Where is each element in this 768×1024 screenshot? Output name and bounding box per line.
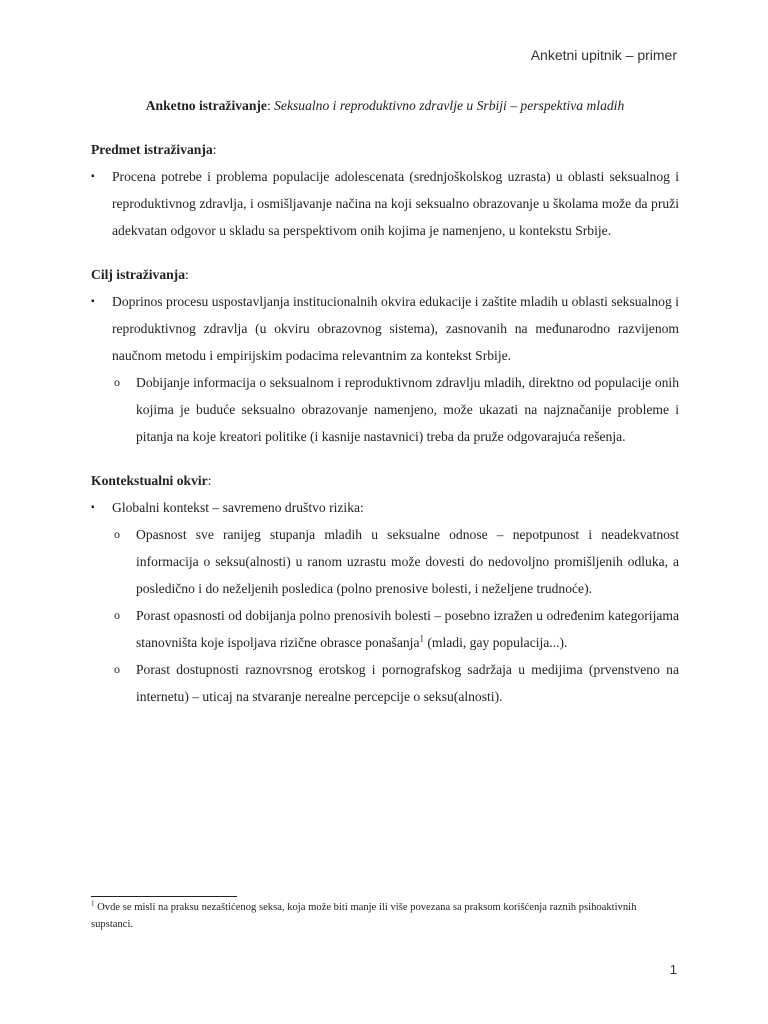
- sub-bullet-item: [91, 521, 679, 602]
- document-title: [91, 92, 679, 119]
- footnote-divider: [91, 896, 237, 897]
- footnote-reference[interactable]: 1: [419, 633, 424, 644]
- bullet-text: Doprinos procesu uspostavljanja institucionalnih okvira edukacije i zaštite mladih u oblasti seksualnog i reproduktivnog zdravlja (u okviru obrazovnog sistema), zasnovanih na međunarodno razvijenom naučnom metodu i empirijskim podacima relevantnim za kontekst Srbije.: [112, 294, 679, 363]
- square-bullet-icon: ▪: [91, 296, 95, 307]
- page-header: Anketni upitnik – primer: [530, 47, 677, 63]
- section-heading: [91, 261, 679, 288]
- sub-bullet-text: Dobijanje informacija o seksualnom i reproduktivnom zdravlju mladih, direktno od populacije onih kojima je buduće seksualno obrazovanje namenjeno, može ukazati na najznačanije probleme i pitanja na koje kreatori politike (i kasnije nastavnici) treba da pruže odgovarajuća rešenja.: [136, 375, 679, 444]
- bullet-text: Procena potrebe i problema populacije adolescenata (srednjoškolskog uzrasta) u oblasti seksualnog i reproduktivnog zdravlja, i osmišljavanje načina na koji seksualno obrazovanje u školama može da pruži adekvatan odgovor u skladu sa perspektivom onih kojima je namenjeno, u kontekstu Srbije.: [112, 169, 679, 238]
- section-heading: [91, 467, 679, 494]
- footnote-text: Ovde se misli na praksu nezaštićenog seksa, koja može biti manje ili više povezana sa praksom korišćenja raznih psihoaktivnih supstanci.: [91, 902, 637, 930]
- section-kontekst: [91, 467, 679, 710]
- footnote: [91, 899, 679, 933]
- heading-colon: :: [185, 267, 189, 282]
- title-separator: :: [266, 98, 275, 113]
- bullet-item: [91, 288, 679, 369]
- square-bullet-icon: ▪: [91, 171, 95, 182]
- bullet-text: Globalni kontekst – savremeno društvo rizika:: [112, 500, 364, 515]
- footnote-number: 1: [91, 899, 95, 908]
- sub-bullet-text: Porast dostupnosti raznovrsnog erotskog i pornografskog sadržaja u medijima (prvenstveno na internetu) – uticaj na stvaranje nerealne percepcije o seksu(alnosti).: [136, 662, 679, 704]
- section-heading: [91, 136, 679, 163]
- square-bullet-icon: ▪: [91, 502, 95, 513]
- sub-bullet-text: Porast opasnosti od dobijanja polno prenosivih bolesti – posebno izražen u određenim kategorijama stanovništa koje ispoljava rizične obrasce ponašanja: [136, 608, 679, 650]
- title-italic: Seksualno i reproduktivno zdravlje u Srbiji – perspektiva mladih: [274, 98, 625, 113]
- heading-text: Cilj istraživanja: [91, 267, 186, 282]
- circle-bullet-icon: o: [114, 662, 120, 676]
- title-bold: Anketno istraživanje: [145, 98, 267, 113]
- sub-bullet-item: [91, 656, 679, 710]
- circle-bullet-icon: o: [114, 608, 120, 622]
- heading-colon: :: [207, 473, 212, 488]
- bullet-item: [91, 163, 679, 244]
- sub-bullet-text-end: (mladi, gay populacija...).: [423, 635, 568, 650]
- heading-text: Predmet istraživanja: [91, 142, 213, 157]
- section-cilj: [91, 261, 679, 450]
- document-body: [91, 92, 679, 727]
- bullet-item: [91, 494, 679, 521]
- heading-colon: :: [212, 142, 217, 157]
- circle-bullet-icon: o: [114, 527, 120, 541]
- sub-bullet-text: Opasnost sve ranijeg stupanja mladih u seksualne odnose – nepotpunost i neadekvatnost informacija o seksu(alnosti) u ranom uzrastu može dovesti do nedovoljno promišljenih odluka, a posledično i do neželjenih posledica (polno prenosive bolesti, i neželjene trudnoće).: [136, 527, 679, 596]
- section-predmet: [91, 136, 679, 244]
- sub-bullet-item: [91, 369, 679, 450]
- circle-bullet-icon: o: [114, 375, 120, 389]
- sub-bullet-item: [91, 602, 679, 656]
- page-number: 1: [669, 962, 677, 977]
- heading-text: Kontekstualni okvir: [91, 473, 208, 488]
